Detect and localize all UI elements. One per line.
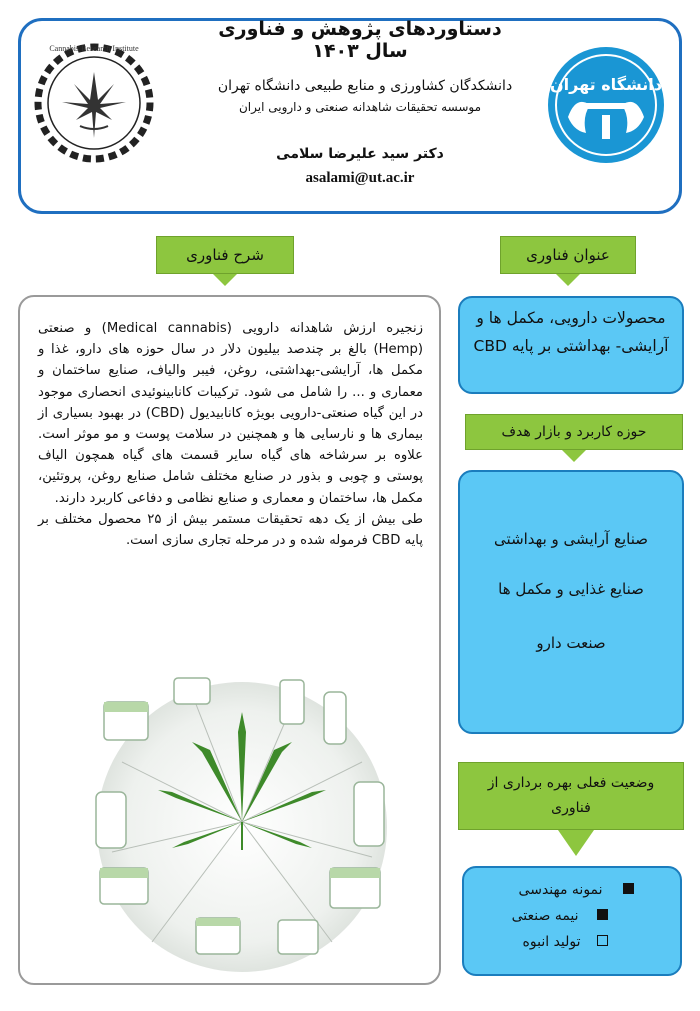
status-box — [462, 866, 682, 976]
tech-title-arrow — [556, 274, 580, 286]
tech-desc-arrow — [213, 274, 237, 286]
sector-item: صنایع آرایشی و بهداشتی — [494, 530, 648, 548]
status-item — [474, 908, 652, 924]
status-tag-label: وضعیت فعلی بهره برداری از فناوری — [487, 775, 655, 816]
university-logo-text: دانشگاه تهران — [550, 75, 662, 94]
product-illustration — [92, 672, 392, 974]
status-tag — [458, 762, 684, 830]
tech-title-box — [458, 296, 684, 394]
application-tag — [465, 414, 683, 450]
tech-title-tag — [500, 236, 636, 274]
status-item-label: تولید انبوه — [522, 934, 581, 950]
sectors-box — [458, 470, 684, 734]
tech-title-tag-label: عنوان فناوری — [526, 246, 610, 264]
sector-item: صنایع غذایی و مکمل ها — [498, 580, 644, 598]
description-paragraph: طی بیش از یک دهه تحقیقات مستمر بیش از ۲۵ محصول مختلف بر پایه CBD فرموله شده و در مرحله تجاری سازی است. — [38, 511, 423, 549]
empty-square-icon — [597, 935, 608, 946]
status-item — [474, 934, 652, 950]
author-name: دکتر سید علیرضا سلامی — [276, 146, 444, 162]
checked-square-icon — [597, 909, 608, 920]
description-text — [38, 318, 423, 551]
tech-desc-tag-label: شرح فناوری — [186, 246, 264, 264]
application-arrow — [562, 450, 586, 462]
author-email[interactable]: asalami@ut.ac.ir — [305, 170, 415, 186]
application-tag-label: حوزه کاربرد و بازار هدف — [501, 424, 647, 440]
institute-logo — [34, 42, 154, 164]
tech-title-text: محصولات دارویی، مکمل ها و آرایشی- بهداشتی بر پایه CBD — [473, 309, 669, 355]
status-item — [474, 882, 652, 898]
status-arrow — [558, 830, 594, 856]
description-paragraph: زنجیره ارزش شاهدانه دارویی (Medical cannabis) و صنعتی (Hemp) بالغ بر چندصد بیلیون دلار در سال حوزه های دارو، غذا و مکمل ها، آرایشی-بهداشتی، روغن، فیبر والیاف، صنایع ساختمان و معماری و ... را شامل می شود. ترکیبات کانابینوئیدی انحصاری موجود در این گیاه صنعتی-دارویی بویژه کانابیدیول (CBD) در بهبود بسیاری از بیماری ها و نارسایی ها و همچنین در سلامت پوست و مو موثر است. علاوه بر سرشاخه های گیاه سایر قسمت های گیاه همچون الیاف پوستی و چوبی و بذور در صنایع مختلف شامل صنایع روغن، پروتئین، مکمل ها، ساختمان و معماری و صنایع نظامی و دفاعی کاربرد دارند. — [38, 321, 423, 506]
faculty-name: دانشکدگان کشاورزی و منابع طبیعی دانشگاه تهران — [217, 78, 513, 94]
university-logo — [546, 45, 666, 165]
tech-desc-tag — [156, 236, 294, 274]
sector-item: صنعت دارو — [536, 634, 606, 652]
status-item-label: نمونه مهندسی — [518, 882, 603, 898]
institute-name: موسسه تحقیقات شاهدانه صنعتی و دارویی ایران — [238, 100, 482, 114]
poster-title: دستاوردهای پژوهش و فناوری سال ۱۴۰۳ — [218, 18, 502, 62]
institute-logo-text: Cannabis Research Institute — [49, 44, 139, 53]
checked-square-icon — [623, 883, 634, 894]
status-item-label: نیمه صنعتی — [511, 908, 579, 924]
